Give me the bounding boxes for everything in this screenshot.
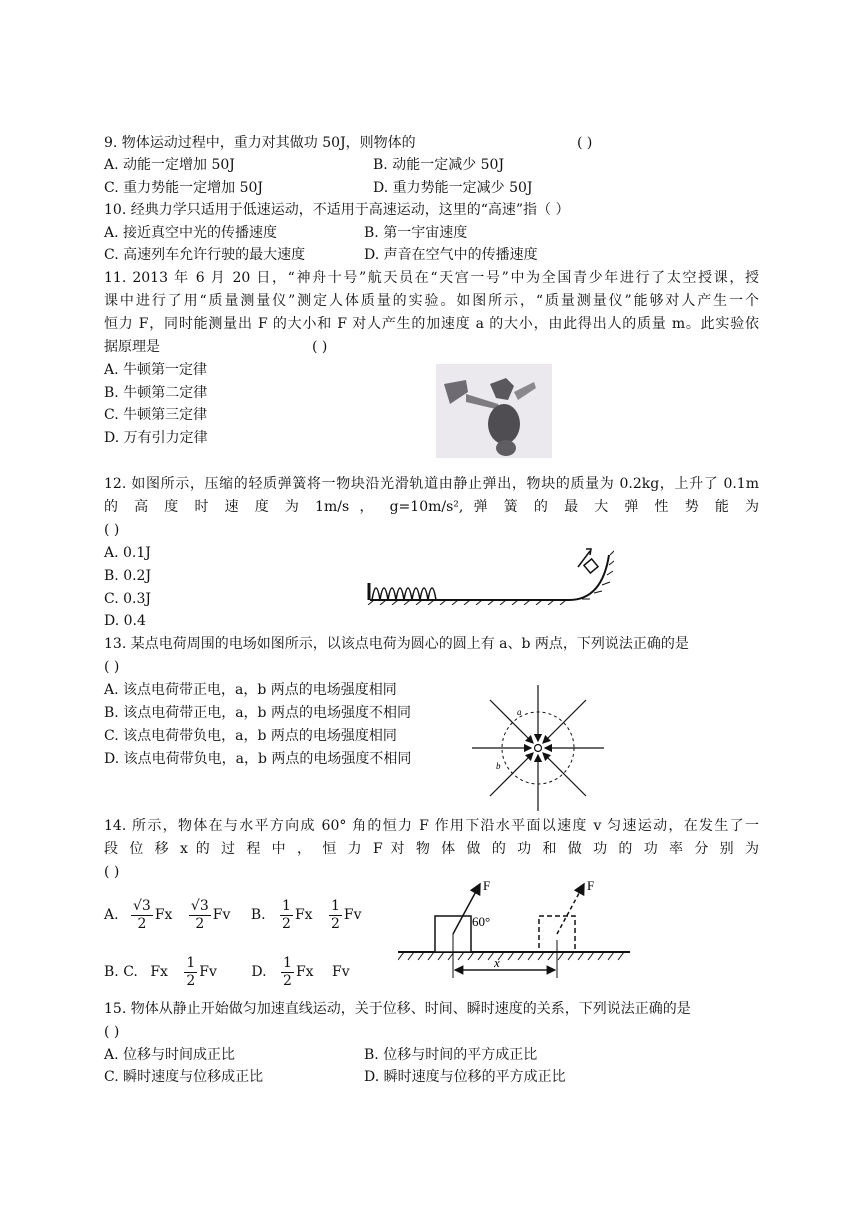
q12-answer-blank: ( ) — [104, 522, 120, 538]
fraction-numerator: 1 — [283, 954, 292, 971]
q13-option-a: A. 该点电荷带正电，a，b 两点的电场强度相同 — [104, 682, 397, 698]
q13-answer-blank: ( ) — [104, 659, 120, 675]
q11-stem-line-3: 恒力 F，同时能测量出 F 的大小和 F 对人产生的加速度 a 的大小，由此得出人的质量 m。此实验依 — [104, 316, 759, 332]
displacement-label-x: x — [494, 955, 500, 970]
force-displacement-diagram — [398, 874, 638, 984]
q10-stem: 10. 经典力学只适用于低速运动，不适用于高速运动，这里的“高速”指（ ） — [104, 202, 570, 218]
q10-option-d: D. 声音在空气中的传播速度 — [364, 247, 538, 263]
q11-stem-line-2: 课中进行了用“质量测量仪”测定人体质量的实验。如图所示，“质量测量仪”能够对人产生一个 — [104, 293, 759, 309]
half-fraction — [280, 898, 293, 933]
q9-option-c: C. 重力势能一定增加 50J — [104, 180, 263, 196]
q14-option-c-label: B. C. — [104, 964, 138, 980]
q11-option-d: D. 万有引力定律 — [104, 430, 208, 446]
sqrt3-over-2-fraction — [131, 898, 153, 933]
q12-option-c: C. 0.3J — [104, 591, 151, 607]
q14-stem-line-1: 14. 所示，物体在与水平方向成 60° 角的恒力 F 作用下沿水平面以速度 v 匀速运动，在发生了一 — [104, 818, 759, 834]
q12-option-a: A. 0.1J — [104, 545, 151, 561]
q9-stem: 9. 物体运动过程中，重力对其做功 50J，则物体的 — [104, 135, 416, 151]
q9-answer-blank: ( ) — [577, 135, 593, 151]
fraction-denominator: 2 — [195, 915, 205, 932]
spring-track-diagram — [364, 545, 614, 605]
q15-answer-blank: ( ) — [104, 1024, 120, 1040]
q11-option-a: A. 牛顿第一定律 — [104, 362, 208, 378]
q12-option-b: B. 0.2J — [104, 568, 152, 584]
fx-term: Fx — [294, 907, 313, 923]
point-b-label: b — [496, 761, 501, 771]
fv-term: Fv — [332, 964, 350, 980]
q12-stem-line-2: 的 高 度 时 速 度 为 1m/s ， g=10m/s², 弹 簧 的 最 大 弹 性 势 能 为 — [104, 499, 759, 515]
q10-option-a: A. 接近真空中光的传播速度 — [104, 225, 278, 241]
angle-label: 60° — [472, 914, 491, 929]
half-fraction — [329, 898, 342, 933]
q14-option-a-label: A. — [104, 907, 119, 923]
force-label-f: F — [483, 878, 491, 893]
fx-term: Fx — [295, 964, 314, 980]
q15-option-d: D. 瞬时速度与位移的平方成正比 — [364, 1069, 566, 1085]
q11-stem-line-4: 据原理是 — [104, 339, 160, 355]
electric-field-diagram — [468, 683, 608, 813]
fx-term: Fx — [154, 907, 173, 923]
force-label-f: F — [587, 878, 595, 893]
q11-answer-blank: ( ) — [312, 339, 328, 355]
q14-option-b-label: B. — [250, 907, 266, 923]
q15-option-b: B. 位移与时间的平方成正比 — [364, 1047, 538, 1063]
q11-option-c: C. 牛顿第三定律 — [104, 407, 208, 423]
q13-option-b: B. 该点电荷带正电，a，b 两点的电场强度不相同 — [104, 705, 411, 721]
q12-option-d: D. 0.4 — [104, 613, 146, 629]
fraction-denominator: 2 — [137, 915, 147, 932]
q9-option-d: D. 重力势能一定减少 50J — [373, 180, 533, 196]
half-fraction — [184, 955, 197, 990]
fraction-denominator: 2 — [282, 915, 291, 932]
q15-option-c: C. 瞬时速度与位移成正比 — [104, 1069, 264, 1085]
astronaut-mass-measurement-photo — [436, 364, 552, 458]
point-a-label: a — [517, 707, 522, 717]
fraction-denominator: 2 — [283, 972, 292, 989]
half-fraction — [281, 955, 294, 990]
q14-option-a-b-row — [104, 896, 362, 934]
fraction-numerator: 1 — [331, 897, 340, 914]
q10-option-c: C. 高速列车允许行驶的最大速度 — [104, 247, 306, 263]
q15-option-a: A. 位移与时间成正比 — [104, 1047, 236, 1063]
q13-stem: 13. 某点电荷周围的电场如图所示，以该点电荷为圆心的圆上有 a、b 两点，下列说法正确的是 — [104, 636, 689, 652]
q11-stem-line-1: 11. 2013 年 6 月 20 日，“神舟十号”航天员在“天宫一号”中为全国青少年进行了太空授课，授 — [104, 270, 759, 286]
fx-term: Fx — [150, 964, 168, 980]
fraction-denominator: 2 — [186, 972, 196, 989]
sqrt3-over-2-fraction — [189, 898, 211, 933]
q14-option-d-label: D. — [251, 964, 267, 980]
fv-term: Fv — [212, 907, 231, 923]
fv-term: Fv — [199, 964, 217, 980]
q12-stem-line-1: 12. 如图所示，压缩的轻质弹簧将一物块沿光滑轨道由静止弹出，物块的质量为 0.2kg，上升了 0.1m — [104, 476, 759, 492]
q14-stem-line-2: 段 位 移 x 的 过 程 中 ， 恒 力 F 对 物 体 做 的 功 和 做 功 的 功 率 分 别 为 — [104, 841, 759, 857]
q9-option-b: B. 动能一定减少 50J — [373, 157, 505, 173]
q13-option-d: D. 该点电荷带负电，a，b 两点的电场强度不相同 — [104, 751, 412, 767]
q14-answer-blank: ( ) — [104, 864, 120, 880]
fraction-numerator: 1 — [186, 954, 196, 971]
q15-stem: 15. 物体从静止开始做匀加速直线运动，关于位移、时间、瞬时速度的关系，下列说法正确的是 — [104, 1001, 691, 1017]
fv-term: Fv — [343, 907, 362, 923]
fraction-numerator: √3 — [133, 897, 151, 914]
q13-option-c: C. 该点电荷带负电，a，b 两点的电场强度相同 — [104, 728, 397, 744]
fraction-denominator: 2 — [331, 915, 340, 932]
q9-option-a: A. 动能一定增加 50J — [104, 157, 235, 173]
q14-option-c-d-row — [104, 953, 350, 991]
fraction-numerator: √3 — [190, 897, 209, 914]
fraction-numerator: 1 — [282, 897, 291, 914]
q10-option-b: B. 第一宇宙速度 — [364, 225, 468, 241]
q11-option-b: B. 牛顿第二定律 — [104, 385, 208, 401]
